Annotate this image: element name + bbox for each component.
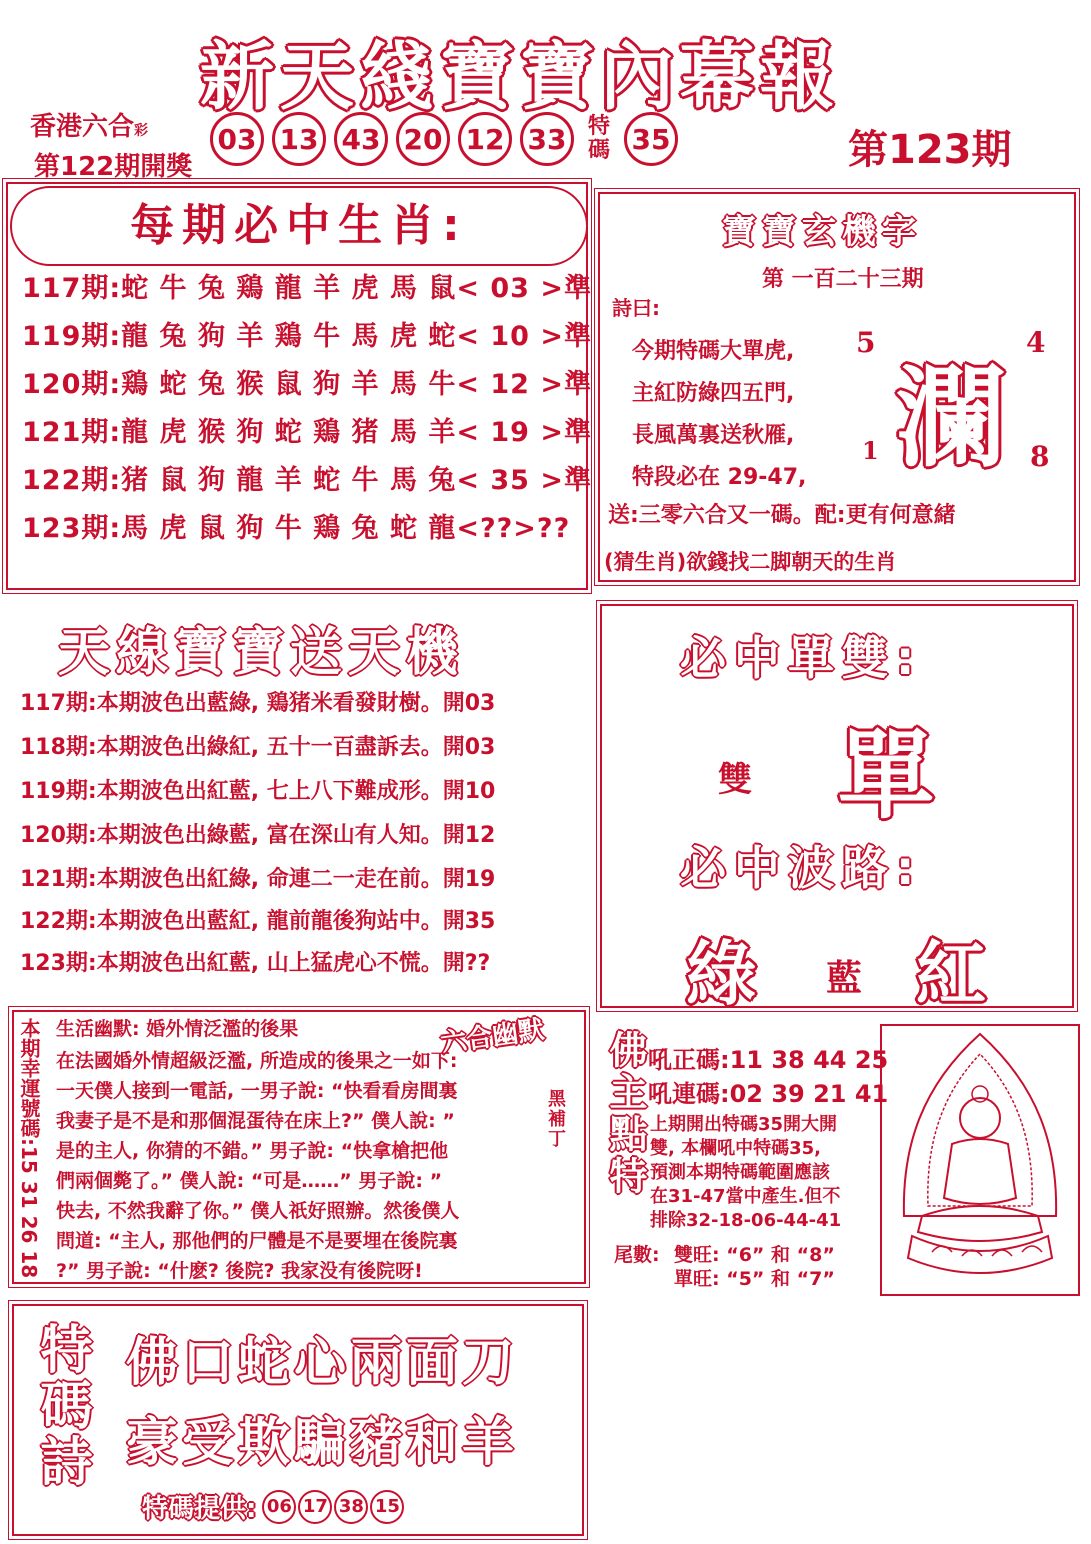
draw-balls: [210, 112, 678, 166]
tema-label: 特碼: [587, 114, 610, 163]
joke-line-4: 是的主人, 你猜的不錯。” 男子說: “快拿槍把他: [56, 1140, 449, 1162]
tianji-heading: 天線寶寶送天機: [58, 623, 465, 683]
wave-heading: 必中波路:: [680, 841, 923, 895]
poem-line-1: 今期特碼大單虎,: [632, 339, 795, 364]
last-draw-label: 第122期開獎: [34, 152, 193, 182]
provide-row: [142, 1488, 406, 1525]
buddha-lian: 吼連碼:02 39 21 41: [648, 1080, 889, 1108]
joke-stamp: 六合幽默: [438, 1014, 546, 1060]
poem-line-3: 長風萬裏送秋雁,: [632, 423, 795, 448]
joke-line-2: 一天僕人接到一電話, 一男子說: “快看看房間裏: [56, 1080, 458, 1102]
joke-title: 生活幽默: 婚外情泛濫的後果: [56, 1018, 299, 1040]
secret-gift: 送:三零六合又一碼。配:更有何意緒: [608, 503, 956, 528]
poem-line-a: 佛口蛇心兩面刀: [126, 1333, 519, 1393]
wave-green: 綠: [686, 933, 756, 1015]
ball-3: 43: [334, 112, 388, 166]
provide-label: 特碼提供:: [142, 1494, 257, 1524]
page-title: 新天綫寶寶內幕報: [200, 34, 840, 120]
digit-tl: 5: [856, 326, 876, 359]
joke-line-1: 在法國婚外情超級泛濫, 所造成的後果之一如下:: [56, 1050, 458, 1072]
lucky-numbers: 本期幸運號碼:15 31 26 18: [17, 1018, 41, 1279]
ball-2: 13: [272, 112, 326, 166]
odd-even-heading: 必中單雙:: [680, 631, 923, 685]
joke-author: 黑補丁: [548, 1089, 566, 1150]
joke-line-8: ?” 男子說: “什麽? 後院? 我家没有後院呀!: [56, 1260, 423, 1282]
zodiac-heading: 每期必中生肖:: [10, 186, 588, 266]
provide-ball-2: 17: [298, 1490, 332, 1524]
joke-line-7: 問道: “主人, 那他們的尸體是不是要埋在後院裏: [56, 1230, 458, 1252]
zodiac-row-5: 122期:猪 鼠 狗 龍 羊 蛇 牛 馬 兔< 35 >準: [22, 465, 592, 496]
zodiac-row-4: 121期:龍 虎 猴 狗 蛇 鶏 猪 馬 羊< 19 >準: [22, 417, 592, 448]
tail-label: 尾數:: [614, 1244, 660, 1266]
digit-tr: 4: [1026, 326, 1046, 359]
tema-ball: 35: [624, 112, 678, 166]
buddha-note-2: 雙, 本欄吼中特碼35,: [650, 1138, 821, 1159]
secret-riddle: (猜生肖)欲錢找二脚朝天的生肖: [604, 550, 897, 574]
hk-label: 香港六合彩: [30, 112, 149, 142]
odd-even-small: 雙: [718, 760, 752, 800]
tianji-row-4: 120期:本期波色出綠藍, 富在深山有人知。開12: [20, 823, 496, 848]
buddha-figure-icon: [882, 1026, 1078, 1294]
joke-line-5: 們兩個斃了。” 僕人說: “可是……” 男子說: ”: [56, 1170, 443, 1192]
provide-ball-1: 06: [262, 1490, 296, 1524]
poem-side: 特碼詩: [31, 1322, 91, 1490]
buddha-note-5: 排除32-18-06-44-41: [650, 1210, 842, 1231]
secret-issue: 第 一百二十三期: [762, 267, 924, 292]
provide-ball-4: 15: [370, 1490, 404, 1524]
joke-line-6: 快去, 不然我辭了你。” 僕人祇好照辦。然後僕人: [56, 1200, 460, 1222]
tail-even: 雙旺: “6” 和 “8”: [674, 1244, 835, 1266]
poem-line-4: 特段必在 29-47,: [632, 465, 807, 490]
secret-big-char: 瀾: [896, 354, 1006, 482]
buddha-note-4: 在31-47當中產生.但不: [650, 1186, 841, 1207]
poem-label: 詩曰:: [612, 296, 660, 320]
tianji-row-2: 118期:本期波色出綠紅, 五十一百盡訴去。開03: [20, 735, 496, 760]
ball-6: 33: [520, 112, 574, 166]
issue-number: 第123期: [848, 127, 1012, 173]
buddha-zheng: 吼正碼:11 38 44 25: [648, 1046, 889, 1074]
tianji-row-6: 122期:本期波色出藍紅, 龍前龍後狗站中。開35: [20, 909, 496, 934]
digit-br: 8: [1030, 440, 1050, 473]
zodiac-row-1: 117期:蛇 牛 兔 鶏 龍 羊 虎 馬 鼠< 03 >準: [22, 273, 592, 304]
wave-blue: 藍: [826, 958, 863, 999]
zodiac-row-6: 123期:馬 虎 鼠 狗 牛 鶏 兔 蛇 龍<??>??: [22, 513, 571, 544]
odd-even-big: 單: [838, 720, 934, 832]
zodiac-row-2: 119期:龍 兔 狗 羊 鶏 牛 馬 虎 蛇< 10 >準: [22, 321, 592, 352]
buddha-side: 佛主點特: [603, 1030, 647, 1198]
tail-odd: 單旺: “5” 和 “7”: [674, 1268, 835, 1290]
tianji-row-7: 123期:本期波色出紅藍, 山上猛虎心不慌。開??: [20, 951, 491, 976]
buddha-image: [880, 1024, 1080, 1296]
zodiac-row-3: 120期:鶏 蛇 兔 猴 鼠 狗 羊 馬 牛< 12 >準: [22, 369, 592, 400]
tianji-row-3: 119期:本期波色出紅藍, 七上八下難成形。開10: [20, 779, 496, 804]
ball-1: 03: [210, 112, 264, 166]
secret-heading: 寶寶玄機字: [722, 212, 922, 252]
tianji-row-5: 121期:本期波色出紅綠, 命連二一走在前。開19: [20, 867, 496, 892]
tianji-row-1: 117期:本期波色出藍綠, 鶏猪米看發財樹。開03: [20, 691, 496, 716]
digit-bl: 1: [862, 436, 879, 465]
buddha-note-1: 上期開出特碼35開大開: [650, 1114, 838, 1135]
buddha-note-3: 預測本期特碼範圍應該: [650, 1162, 830, 1183]
ball-5: 12: [458, 112, 512, 166]
ball-4: 20: [396, 112, 450, 166]
poem-line-b: 豪受欺騙豬和羊: [126, 1413, 519, 1473]
provide-ball-3: 38: [334, 1490, 368, 1524]
poem-line-2: 主紅防綠四五門,: [632, 381, 795, 406]
joke-line-3: 我妻子是不是和那個混蛋待在床上?” 僕人說: ”: [56, 1110, 455, 1132]
wave-red: 紅: [916, 933, 986, 1015]
